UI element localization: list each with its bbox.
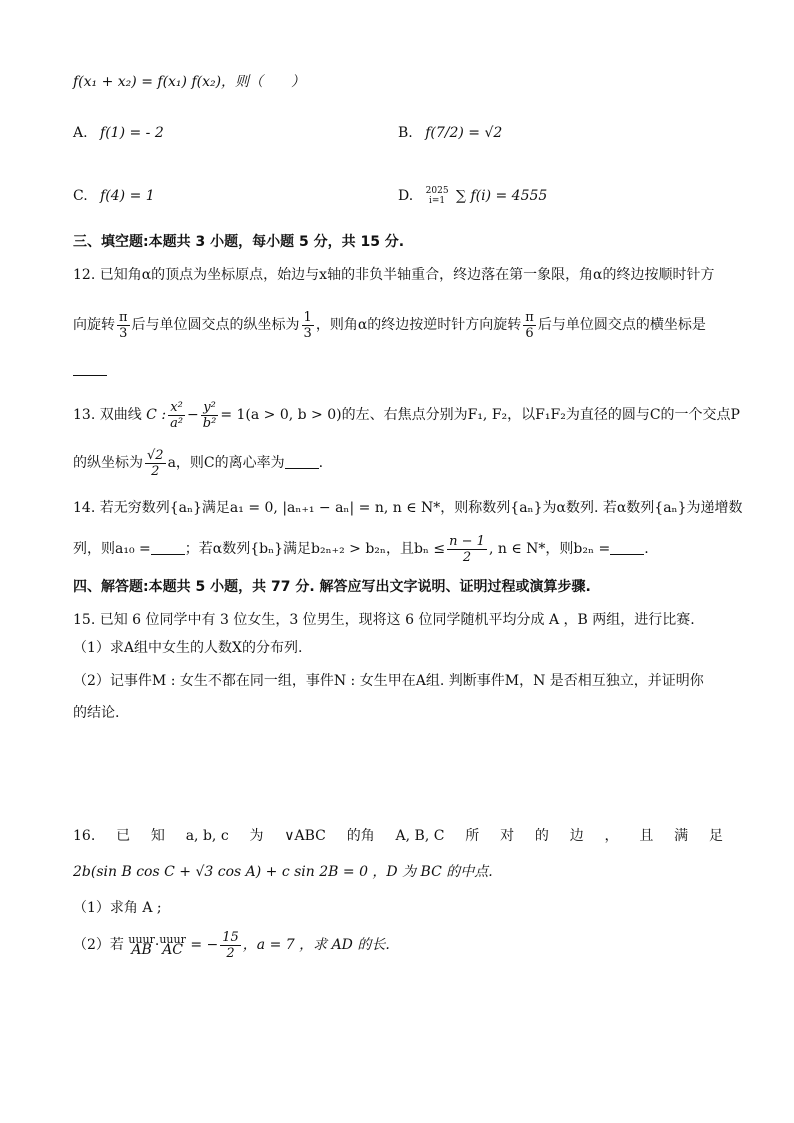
q14-answer-blank-2[interactable] <box>610 540 644 555</box>
section4-heading: 四、解答题:本题共 5 小题，共 77 分. 解答应写出文字说明、证明过程或演算步骤. <box>73 579 591 595</box>
frac-den: 6 <box>525 325 534 341</box>
q16-word: 的 <box>534 828 549 844</box>
q13-text: . <box>318 455 324 471</box>
q12-line2 <box>73 308 724 342</box>
q11-condition: f(x₁ + x₂) = f(x₁) f(x₂)，则（ ） <box>73 74 306 90</box>
q16-word: 的角 <box>346 828 375 844</box>
q16-word: 满 <box>674 828 689 844</box>
q16-text: （2）若 <box>73 937 124 953</box>
q11-option-c <box>73 186 155 206</box>
q12-line1: 12. 已知角α的顶点为坐标原点，始边与x轴的非负半轴重合，终边落在第一象限，角α的终边按顺时针方 <box>73 267 715 283</box>
frac-den: 2 <box>226 945 235 961</box>
frac-den: a² <box>170 415 184 431</box>
option-letter: D. <box>398 188 414 204</box>
frac-num: π <box>119 309 128 325</box>
q14-text: , n ∈ N*，则b₂ₙ = <box>488 541 611 557</box>
q16-word: 知 <box>150 828 165 844</box>
q16-word: 对 <box>500 828 515 844</box>
q16-part1: （1）求角 A ; <box>73 900 162 916</box>
q14-answer-blank-1[interactable] <box>151 540 185 555</box>
q11-option-a <box>73 123 164 143</box>
frac-num: 15 <box>222 929 239 945</box>
frac-num: y² <box>203 399 216 415</box>
q16-word: 且 <box>639 828 654 844</box>
q13-frac-root2 <box>145 448 166 479</box>
q16-text: ，a = 7 ，求 AD 的长. <box>242 937 390 953</box>
q14-frac <box>447 534 487 565</box>
q13-text: 13. 双曲线 <box>73 407 142 423</box>
q13-text: 的纵坐标为 <box>73 455 143 471</box>
frac-den: 2 <box>462 549 472 565</box>
q13-text: a，则C的离心率为 <box>167 455 285 471</box>
option-expr: f(7/2) = √2 <box>425 125 503 141</box>
q16-line1 <box>73 826 723 846</box>
frac-den: 2 <box>151 463 160 479</box>
q16-word: 为 <box>249 828 264 844</box>
q15-line1: 15. 已知 6 位同学中有 3 位女生，3 位男生，现将这 6 位同学随机平均分成 A ，B 两组，进行比赛. <box>73 612 695 628</box>
frac-den: 3 <box>303 325 312 341</box>
q13-frac-y <box>201 400 219 431</box>
q12-frac-pi6 <box>523 310 536 341</box>
q16-word: 足 <box>708 828 723 844</box>
q15-part2-line2: 的结论. <box>73 705 120 721</box>
q12-frac-13 <box>302 310 314 341</box>
vector-label: AC <box>162 942 184 958</box>
frac-num: n − 1 <box>449 533 485 549</box>
q14-line2 <box>73 532 724 566</box>
option-expr: f(4) = 1 <box>100 188 155 204</box>
vector-label: AB <box>131 942 152 958</box>
section3-heading: 三、填空题:本题共 3 小题，每小题 5 分，共 15 分. <box>73 234 405 250</box>
frac-num: x² <box>170 399 183 415</box>
q12-text: 后与单位圆交点的横坐标是 <box>537 317 706 333</box>
q14-text: 列，则a₁₀ = <box>73 541 151 557</box>
sum-lower: i=1 <box>429 196 446 206</box>
summation-limits <box>426 186 449 206</box>
vector-ac <box>159 934 186 956</box>
q12-answer-blank[interactable] <box>73 360 724 380</box>
q16-word: A, B, C <box>395 828 445 844</box>
q16-word: 所 <box>465 828 480 844</box>
q16-word: ∨ABC <box>284 828 326 844</box>
vector-arrow-icon: uuur <box>159 933 186 946</box>
q16-word: 已 <box>116 828 131 844</box>
option-letter: A. <box>73 125 88 141</box>
q16-part2: （2）若 uuur AB · uuur AC = − $\frac{15}{2}$ ，a = 7 ，求 AD 的长. <box>73 929 390 961</box>
q16-word: 边 <box>569 828 584 844</box>
vector-ab <box>128 934 155 956</box>
q13-answer-blank[interactable] <box>285 454 319 469</box>
q15-part2-line1: （2）记事件M : 女生不都在同一组，事件N : 女生甲在A组. 判断事件M，N 是否相互独立，并证明你 <box>73 673 704 689</box>
frac-num: √2 <box>147 447 164 463</box>
q16-equation-line: 2b(sin B cos C + √3 cos A) + c sin 2B = 0 ，D 为 BC 的中点. <box>73 864 493 880</box>
q14-line1: 14. 若无穷数列{aₙ}满足a₁ = 0, |aₙ₊₁ − aₙ| = n, n ∈ N*，则称数列{aₙ}为α数列. 若α数列{aₙ}为递增数 <box>73 500 743 516</box>
option-letter: C. <box>73 188 88 204</box>
q13-frac-x <box>168 400 185 431</box>
sum-upper: 2025 <box>425 186 449 196</box>
vector-arrow-icon: uuur <box>128 933 155 946</box>
q12-text: 向旋转 <box>73 317 115 333</box>
frac-den: b² <box>202 415 217 431</box>
q13-line2 <box>73 446 724 480</box>
q16-word: 16. <box>73 828 96 844</box>
q11-option-d <box>398 178 547 214</box>
q13-curve: C : <box>146 407 167 423</box>
q16-frac <box>220 930 241 961</box>
frac-den: 3 <box>119 325 128 341</box>
q13-line1: 13. 双曲线 C : $\frac{\text{x²}}{\text{a²}}$ − $\frac{\text{y²}}{\text{b²}}$ = 1(a > 0, b > 0)的左、右焦点分别为F₁, F₂，以F₁F₂为直径的圆与C的一个交点P <box>73 399 740 431</box>
q15-part1: （1）求A组中女生的人数X的分布列. <box>73 640 303 656</box>
q12-text: 后与单位圆交点的纵坐标为 <box>131 317 300 333</box>
q16-word: a, b, c <box>185 828 229 844</box>
q13-text: = 1(a > 0, b > 0)的左、右焦点分别为F₁, F₂，以F₁F₂为直径的圆与C的一个交点P <box>220 407 740 423</box>
frac-num: π <box>525 309 534 325</box>
q14-text: ；若α数列{bₙ}满足b₂ₙ₊₂ > b₂ₙ，且bₙ ≤ <box>184 541 446 557</box>
frac-num: 1 <box>303 309 312 325</box>
q16-word: ， <box>604 828 619 844</box>
option-letter: B. <box>398 125 413 141</box>
option-expr: f(1) = - 2 <box>100 125 164 141</box>
q14-text: . <box>644 541 649 557</box>
q12-frac-pi3 <box>117 310 130 341</box>
q12-text: ，则角α的终边按逆时针方向旋转 <box>315 317 522 333</box>
q11-option-b <box>398 123 502 143</box>
q16-text: = − <box>190 937 219 953</box>
option-expr: ∑ f(i) = 4555 <box>456 188 548 204</box>
